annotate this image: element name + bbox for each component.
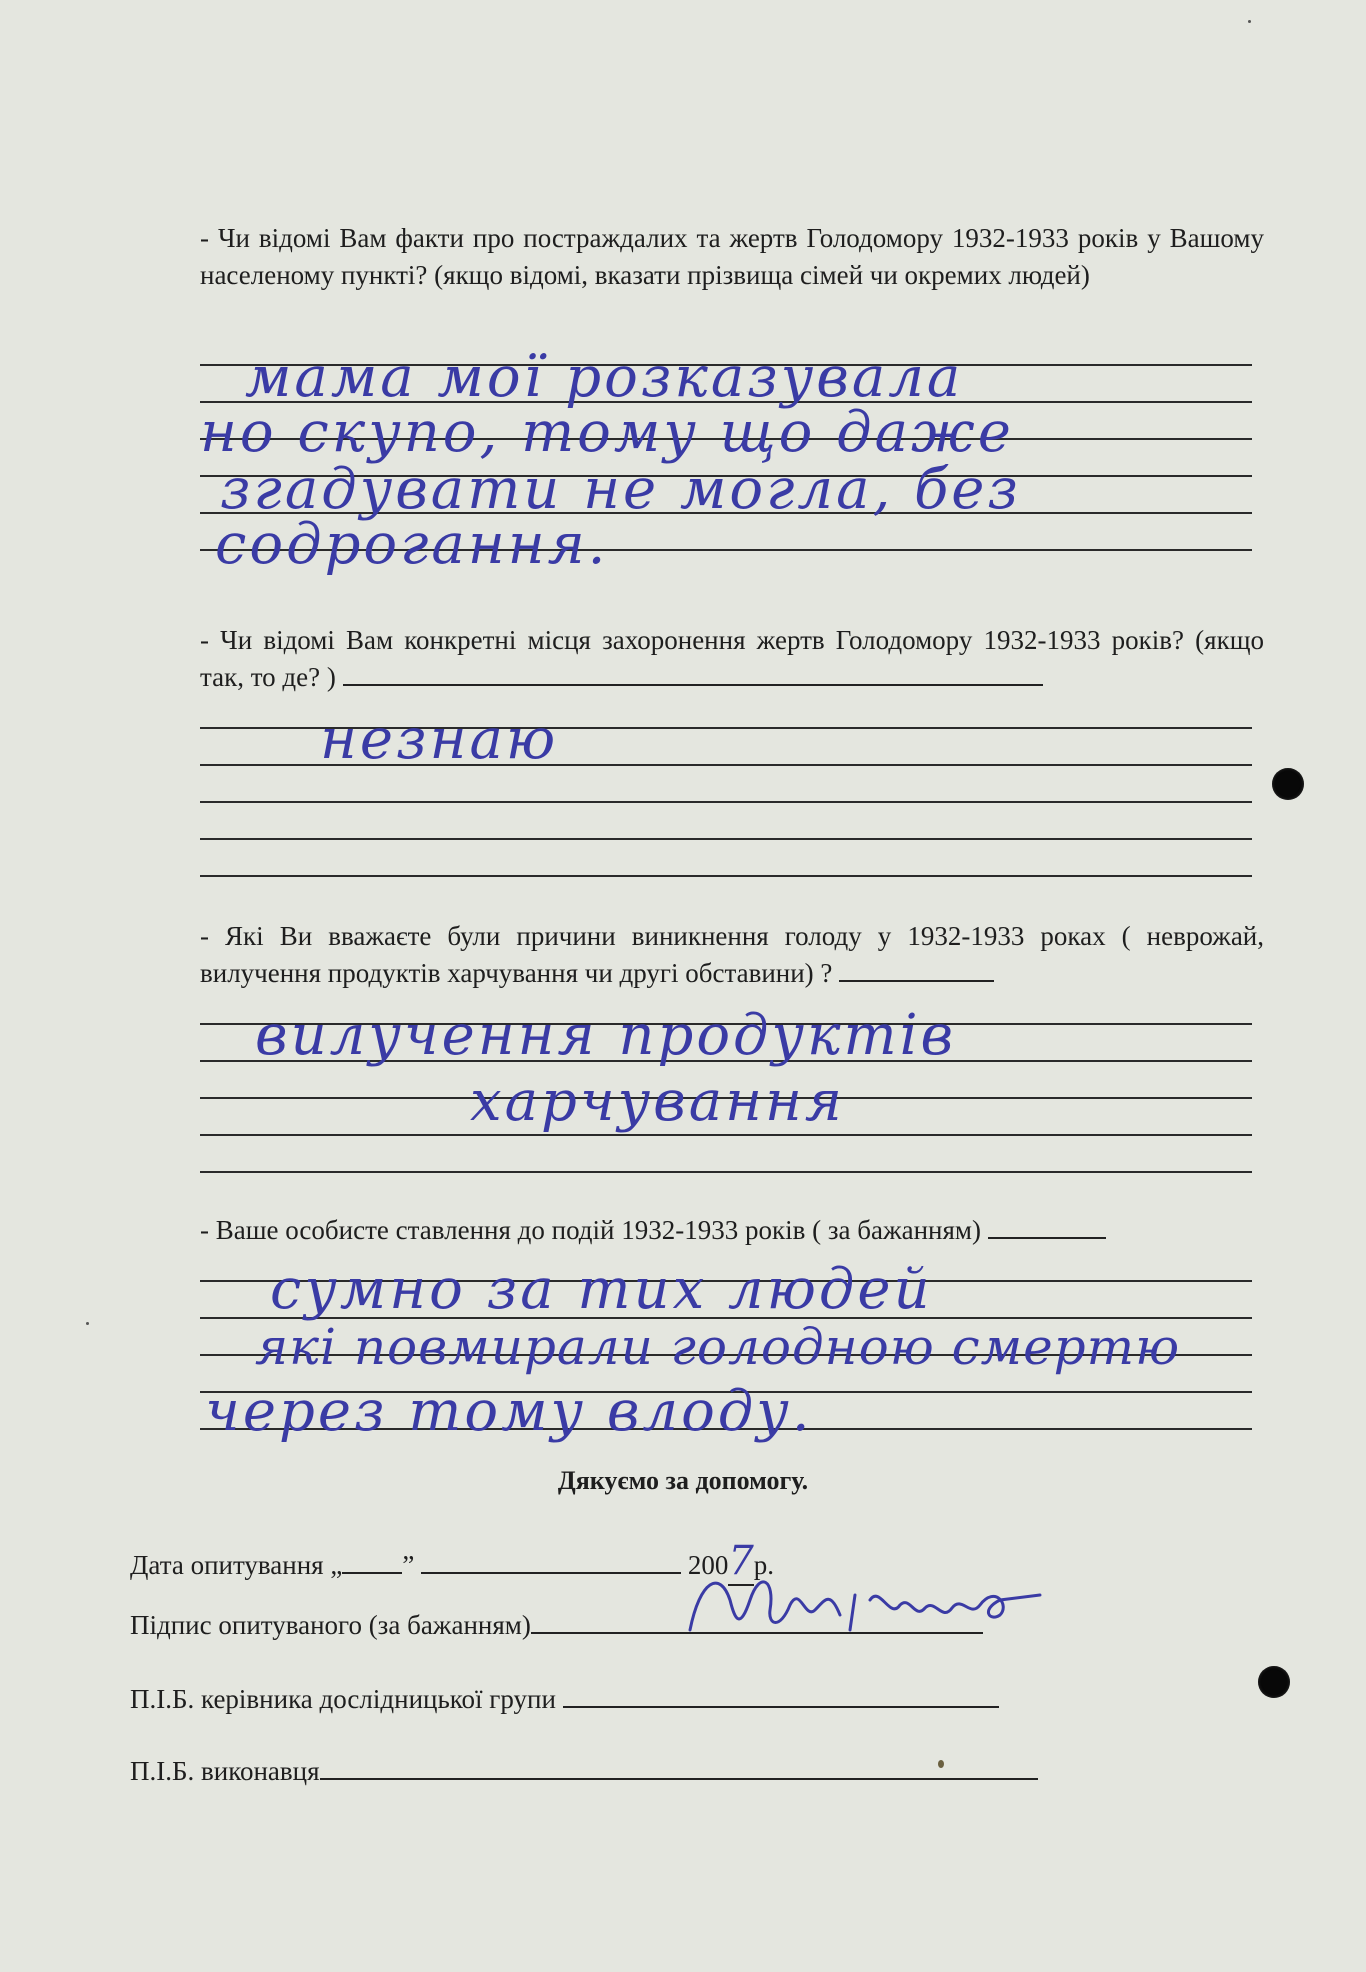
month-blank [421,1550,681,1574]
answer-line [200,838,1252,840]
handwritten-answer-3-line-1: вилучення продуктів [255,1003,957,1068]
handwritten-answer-1-line-1: мама мої розказувала [245,345,964,410]
paper-speck [86,1322,89,1325]
handwritten-answer-4-line-1: сумно за тих людей [270,1257,933,1322]
handwritten-answer-4-line-2: які повмирали голодною смертю [255,1318,1181,1376]
punch-hole [1272,768,1304,800]
answer-blank [988,1213,1106,1239]
question-1: - Чи відомі Вам факти про постраждалих та жертв Голодомору 1932-1933 років у Вашому населеному пункті? (якщо відомі, вказати прізвища сімей чи окремих людей) [200,223,1264,290]
executor-field [130,1756,1038,1787]
leader-field [130,1684,999,1715]
thanks-text: Дякуємо за допомогу. [557,1466,809,1495]
year-suffix: р. [753,1550,775,1580]
answer-line [200,1171,1252,1173]
handwritten-answer-2: незнаю [320,707,559,772]
handwritten-answer-1-line-3: згадувати не могла, без [220,457,1021,522]
handwritten-answer-4-line-3: через тому влоду. [205,1379,813,1444]
paper-speck [938,1760,944,1768]
day-blank [342,1550,402,1574]
leader-blank [563,1684,999,1708]
year-prefix: 200 [687,1550,729,1580]
answer-blank [343,660,1043,686]
signature-label: Підпис опитуваного (за бажанням) [130,1610,531,1640]
handwritten-answer-1-line-2: но скупо, тому що даже [200,400,1014,465]
executor-blank [320,1756,1038,1780]
answer-line [200,875,1252,877]
question-2-text: - Чи відомі Вам конкретні місця захоронення жертв Голодомору 1932-1933 років? (якщо так, то де? ) [200,625,1264,692]
answer-blank [839,956,994,982]
date-quote: ” [402,1550,415,1580]
question-3 [200,918,1264,992]
answer-line [200,1134,1252,1136]
handwritten-answer-3-line-2: харчування [470,1069,845,1134]
signature-scribble [680,1560,1080,1650]
question-2 [200,622,1264,696]
question-4-text: - Ваше особисте ставлення до подій 1932-1933 років ( за бажанням) [200,1215,981,1245]
executor-label: П.І.Б. виконавця [130,1756,320,1786]
date-field [130,1538,774,1584]
punch-hole [1258,1666,1290,1698]
question-4 [200,1212,1270,1249]
date-label: Дата опитування „ [130,1550,343,1580]
leader-label: П.І.Б. керівника дослідницької групи [130,1684,556,1714]
question-3-text: - Які Ви вважаєте були причини виникнення голоду у 1932-1933 роках ( неврожай, вилучення продуктів харчування чи другі обставини) ? [200,921,1264,988]
answer-line [200,801,1252,803]
year-digit-handwritten: 7 [728,1538,754,1584]
handwritten-answer-1-line-4: содрогання. [215,512,609,577]
paper-speck [1248,20,1251,23]
